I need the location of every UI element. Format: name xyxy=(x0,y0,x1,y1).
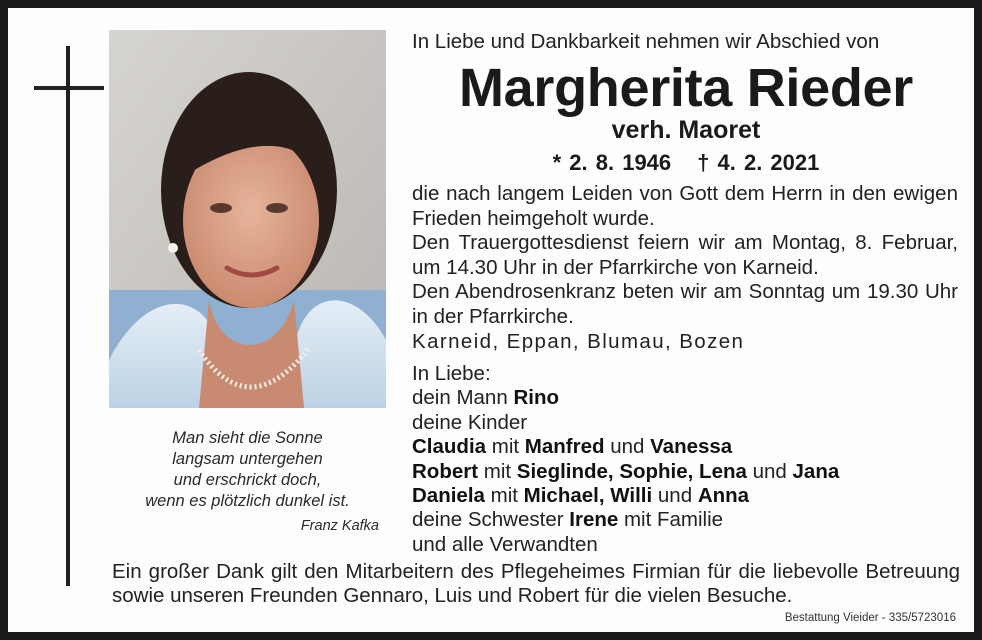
list-item: deine Kinder xyxy=(412,410,528,434)
list-item: Robert mit Sieglinde, Sophie, Lena und Jana xyxy=(412,459,840,483)
mourner-name: Daniela xyxy=(412,484,485,508)
funeral-home-footer: Bestattung Vieider - 335/5723016 xyxy=(784,612,956,624)
cross-vertical-bar xyxy=(66,46,70,586)
quote-line: und erschrickt doch, xyxy=(173,471,322,489)
mourner-name: Michael, Willi xyxy=(523,484,653,508)
mourner-name: Irene xyxy=(569,508,619,532)
mourner-name: Robert xyxy=(412,459,479,483)
death-date: † 4. 2. 2021 xyxy=(697,150,820,175)
mourner-name: Rino xyxy=(513,386,559,410)
quote-line: langsam untergehen xyxy=(172,450,323,468)
portrait-photo xyxy=(109,30,386,408)
mourner-name: Claudia xyxy=(412,435,487,459)
paragraph: Den Abendrosenkranz beten wir am Sonntag um 19.30 Uhr in der Pfarrkirche. xyxy=(412,280,958,328)
thanks-text: Ein großer Dank gilt den Mitarbeitern des Pflegeheimes Firmian für die liebevolle Betreuung sowie unseren Freunden Gennaro, Luis und Robert für die vielen Besuche. xyxy=(112,560,960,607)
quote-line: wenn es plötzlich dunkel ist. xyxy=(145,492,350,510)
list-item: Claudia mit Manfred und Vanessa xyxy=(412,435,733,459)
mourners-list xyxy=(412,362,839,557)
married-name: verh. Maoret xyxy=(611,116,761,144)
announcement-text xyxy=(412,182,958,329)
list-item: Daniela mit Michael, Willi und Anna xyxy=(412,484,750,508)
quote-author: Franz Kafka xyxy=(300,518,379,534)
list-item: deine Schwester Irene mit Familie xyxy=(412,508,724,532)
birth-date: * 2. 8. 1946 xyxy=(552,150,672,175)
quote-line: Man sieht die Sonne xyxy=(172,429,323,447)
mourner-name: Vanessa xyxy=(650,435,733,459)
mourner-name: Manfred xyxy=(524,435,605,459)
kafka-quote xyxy=(109,428,386,512)
portrait-illustration xyxy=(109,30,386,408)
mourner-name: Anna xyxy=(697,484,750,508)
list-item: dein Mann Rino xyxy=(412,386,559,410)
places-line: Karneid, Eppan, Blumau, Bozen xyxy=(412,330,745,353)
mourner-name: Jana xyxy=(792,459,840,483)
mourner-name: Sieglinde, Sophie, Lena xyxy=(516,459,747,483)
obituary-card xyxy=(8,8,974,632)
paragraph: Den Trauergottesdienst feiern wir am Montag, 8. Februar, um 14.30 Uhr in der Pfarrkirche von Karneid. xyxy=(412,231,958,279)
intro-line: In Liebe und Dankbarkeit nehmen wir Abschied von xyxy=(412,30,880,53)
mourners-intro: In Liebe: xyxy=(412,362,491,385)
list-item: und alle Verwandten xyxy=(412,532,598,556)
cross-horizontal-bar xyxy=(34,86,104,90)
deceased-name: Margherita Rieder xyxy=(458,58,914,118)
paragraph: die nach langem Leiden von Gott dem Herrn in den ewigen Frieden heimgeholt wurde. xyxy=(412,182,958,230)
life-dates xyxy=(412,150,960,176)
